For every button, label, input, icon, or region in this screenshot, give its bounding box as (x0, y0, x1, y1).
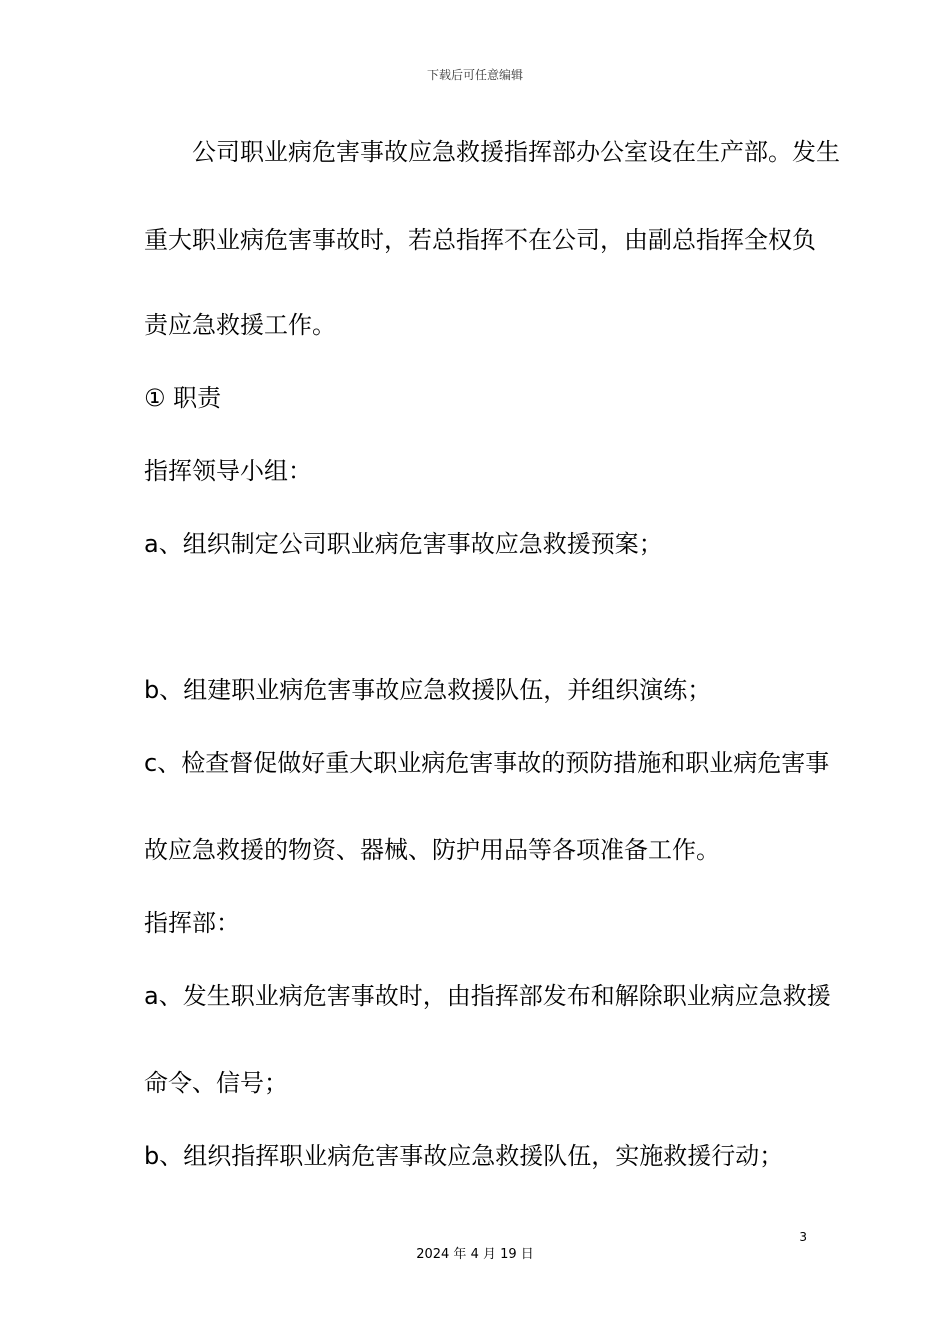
body-line-2: 重大职业病危害事故时，若总指挥不在公司，由副总指挥全权负 (144, 226, 816, 254)
list-item-b-organize: b、组织指挥职业病危害事故应急救援队伍，实施救援行动； (144, 1142, 784, 1170)
subheading-leadership-group: 指挥领导小组： (144, 457, 312, 485)
body-line-1: 公司职业病危害事故应急救援指挥部办公室设在生产部。发生 (144, 138, 840, 166)
page-header: 下载后可任意编辑 (426, 68, 523, 82)
list-item-a-continued: 命令、信号； (144, 1069, 288, 1097)
list-item-a-plan: a、组织制定公司职业病危害事故应急救援预案； (144, 530, 663, 558)
footer-date: 2024 年 4 月 19 日 (416, 1247, 534, 1262)
body-line-3: 责应急救援工作。 (144, 311, 336, 339)
subheading-command: 指挥部： (144, 909, 240, 937)
list-item-a-command: a、发生职业病危害事故时，由指挥部发布和解除职业病应急救援 (144, 982, 831, 1010)
page-number: 3 (799, 1230, 807, 1244)
list-item-b-team: b、组建职业病危害事故应急救援队伍，并组织演练； (144, 676, 712, 704)
list-item-c-inspect: c、检查督促做好重大职业病危害事故的预防措施和职业病危害事 (144, 749, 830, 777)
section-heading-duties: ① 职责 (144, 384, 222, 412)
list-item-c-continued: 故应急救援的物资、器械、防护用品等各项准备工作。 (144, 836, 720, 864)
